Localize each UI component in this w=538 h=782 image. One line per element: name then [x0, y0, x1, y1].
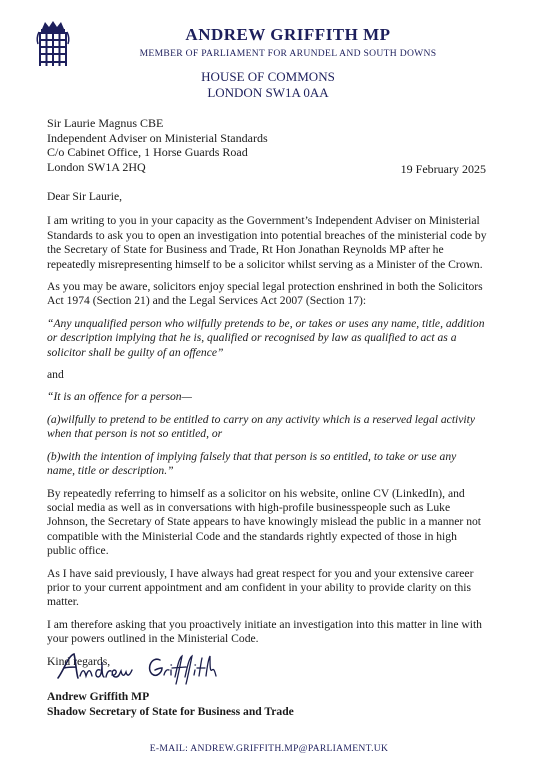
paragraph-5: I am therefore asking that you proactively initiate an investigation into this matter in line with your powers outlined in the Ministerial Code. [47, 617, 482, 646]
signer-title: Shadow Secretary of State for Business and Trade [47, 704, 294, 718]
paragraph-4: As I have said previously, I have always had great respect for you and your extensive career prior to your current appointment and am confident in your ability to provide clarity on this matter. [47, 566, 474, 609]
quote-solicitors-act: “Any unqualified person who wilfully pretends to be, or takes or uses any name, title, addition or description implying that he is, qualified or recognised by law as qualified to act as a solicitor shall be guilty of an offence” [47, 316, 485, 359]
recipient-street: C/o Cabinet Office, 1 Horse Guards Road [47, 145, 248, 159]
quote-offence-intro: “It is an offence for a person— [47, 390, 192, 404]
portcullis-icon [33, 20, 73, 68]
recipient-name: Sir Laurie Magnus CBE [47, 116, 164, 130]
signer-block [47, 690, 294, 719]
footer-email: E-MAIL: ANDREW.GRIFFITH.MP@PARLIAMENT.UK [149, 743, 389, 754]
letterhead-address [168, 69, 368, 101]
salutation: Dear Sir Laurie, [47, 190, 123, 203]
paragraph-2: As you may be aware, solicitors enjoy special legal protection enshrined in both the Solicitors Act 1974 (Section 21) and the Legal Services Act 2007 (Section 17): [47, 280, 483, 308]
quote-clause-b: (b)with the intention of implying falsely that that person is so entitled, to take or use any name, title or description.” [47, 449, 457, 478]
signer-name: Andrew Griffith MP [47, 690, 150, 703]
paragraph-3: By repeatedly referring to himself as a solicitor on his website, online CV (LinkedIn), and social media as well as in conversations with high-profile businesspeople such as Luke Johnson, the Secretary of State appears to have knowingly mislead the public in a manner not compatible with the Ministerial Code and the standards rightly expected of those in high public office. [47, 486, 482, 558]
letterhead-mp-name: ANDREW GRIFFITH MP [185, 25, 391, 44]
letter-body [47, 190, 487, 677]
letter-date: 19 February 2025 [400, 162, 486, 176]
recipient-role: Independent Adviser on Ministerial Standards [47, 130, 268, 145]
house-line: HOUSE OF COMMONS [201, 69, 335, 84]
recipient-address [47, 116, 268, 174]
handwritten-signature [54, 648, 224, 686]
closing: Kind regards, [47, 654, 111, 668]
connector-and: and [47, 368, 64, 382]
paragraph-1: I am writing to you in your capacity as the Government’s Independent Adviser on Ministerial Standards to ask you to open an investigation into potential breaches of the ministerial code by the Secretary of State for Business and Trade, Rt Hon Jonathan Reynolds MP after he repeatedly misrepresenting himself to be a solicitor whilst serving as a Minister of the Crown. [47, 214, 487, 271]
letterhead-constituency: MEMBER OF PARLIAMENT FOR ARUNDEL AND SOUTH DOWNS [139, 48, 437, 59]
quote-clause-a: (a)wilfully to pretend to be entitled to carry on any activity which is a reserved legal activity when that person is not so entitled, or [47, 412, 476, 441]
recipient-city: London SW1A 2HQ [47, 159, 146, 174]
city-line: LONDON SW1A 0AA [207, 85, 329, 100]
letterhead [0, 10, 538, 100]
